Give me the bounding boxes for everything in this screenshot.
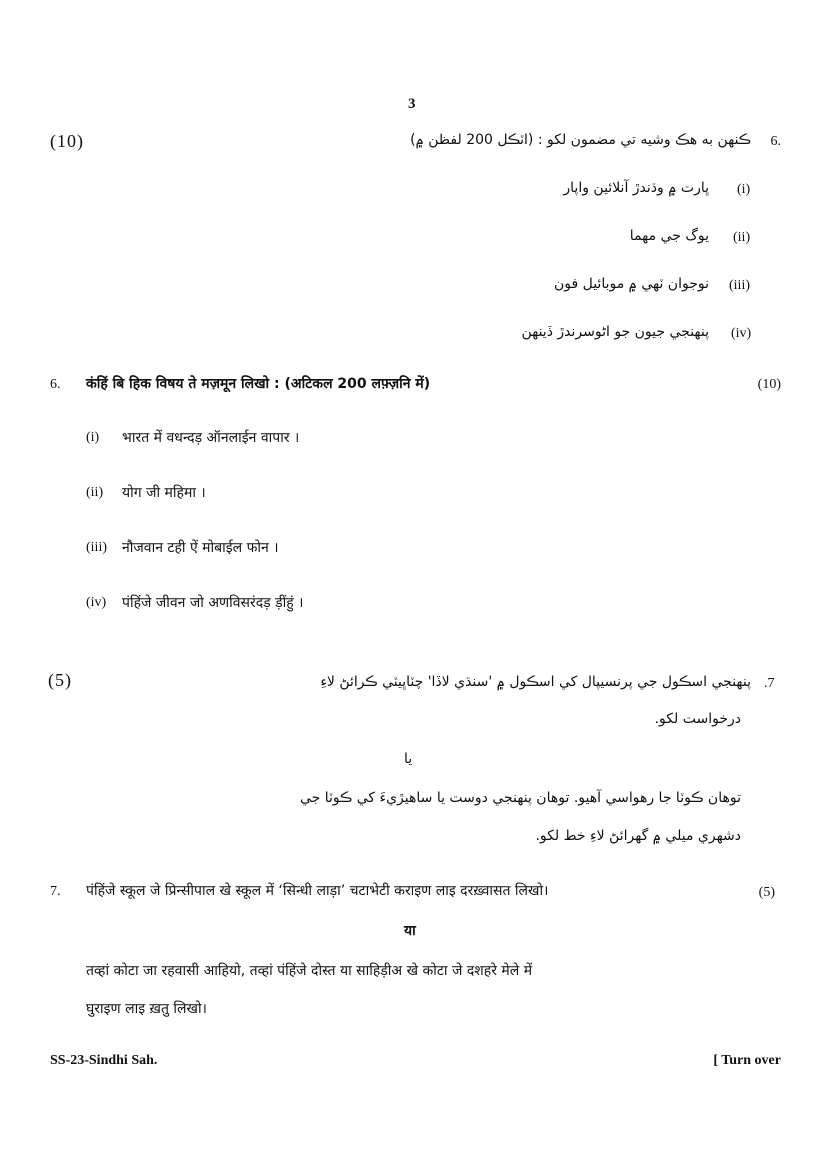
q6-devanagari-item-text: पंहिंजे जीवन जो अणविसरंदड़ ड़ींहुं । (122, 595, 304, 611)
q7-sindhi-line: توهان ڪوٽا جا رهواسي آهيو. توهان پنهنجي دوست يا ساهيڙيءَ کي ڪوٽا جي (299, 790, 741, 806)
footer-paper-code: SS-23-Sindhi Sah. (50, 1053, 158, 1068)
q6-sindhi-marks: (10) (50, 131, 84, 151)
q6-devanagari-prompt: कंहिं बि हिक विषय ते मज़मून लिखो : (अटिकल 200 लफ़्ज़नि में) (86, 376, 431, 392)
q6-sindhi-item-label: (iii) (729, 278, 750, 293)
q6-devanagari-item-text: योग जी महिमा । (122, 485, 206, 501)
q7-sindhi-marks: (5) (48, 670, 72, 690)
q7-devanagari-line: तव्हां कोटा जा रहवासी आहियो, तव्हां पंहिंजे दोस्त या साहिड़ीअ खे कोटा जे दशहरे मेले में (86, 963, 533, 979)
turn-over-label: [ Turn over (713, 1053, 781, 1068)
q6-devanagari-item-text: नौजवान टही ऐं मोबाईल फोन । (122, 540, 279, 556)
q7-sindhi-line: درخواست لکو. (654, 711, 741, 727)
q6-devanagari-number: 6. (50, 377, 61, 392)
q6-devanagari-item-label: (i) (86, 430, 100, 445)
q7-sindhi-number: .7 (764, 676, 775, 691)
q6-sindhi-item-text: ڀارت ۾ وڌندڙ آنلائين واپار (563, 180, 709, 196)
q6-sindhi-item-label: (iv) (731, 326, 752, 341)
q6-devanagari-item-label: (iv) (86, 595, 107, 610)
q6-devanagari-item-label: (ii) (86, 485, 104, 500)
q6-sindhi-item-text: يوگ جي مهما (629, 228, 709, 244)
q7-sindhi-line: دشهري ميلي ۾ گهرائڻ لاءِ خط لکو. (535, 828, 741, 844)
q6-devanagari-marks: (10) (757, 377, 781, 392)
page-number: 3 (408, 96, 416, 112)
q6-devanagari-item-text: भारत में वधन्दड़ ऑनलाईन वापार । (122, 430, 300, 446)
q6-sindhi-prompt: ڪنهن به هڪ وشيه تي مضمون لکو : (اٽڪل 200 لفظن ۾) (410, 132, 751, 148)
q7-sindhi-or: يا (404, 751, 413, 767)
q6-sindhi-item-label: (i) (737, 182, 751, 197)
q7-sindhi-line: پنهنجي اسڪول جي پرنسيپال کي اسڪول ۾ 'سنڌي لاڏا' چٽاڀيٽي ڪرائڻ لاءِ (320, 674, 751, 690)
q6-sindhi-number: 6. (770, 134, 781, 149)
q7-devanagari-marks: (5) (758, 885, 775, 900)
q7-devanagari-line: घुराइण लाइ ख़तु लिखो। (86, 1001, 207, 1017)
q7-devanagari-line: पंहिंजे स्कूल जे प्रिन्सीपाल खे स्कूल में ‘सिन्धी लाड़ा’ चटाभेटी कराइण लाइ दरख़्वासत लिखो। (86, 883, 549, 899)
q6-devanagari-item-label: (iii) (86, 540, 107, 555)
q7-devanagari-or: या (404, 923, 416, 939)
q6-sindhi-item-text: نوجوان ٽهي ۾ موبائيل فون (553, 276, 709, 292)
q6-sindhi-item-text: پنهنجي جيون جو اڻوسرندڙ ڏينهن (521, 324, 709, 340)
q6-sindhi-item-label: (ii) (733, 230, 751, 245)
q7-devanagari-number: 7. (50, 884, 61, 899)
